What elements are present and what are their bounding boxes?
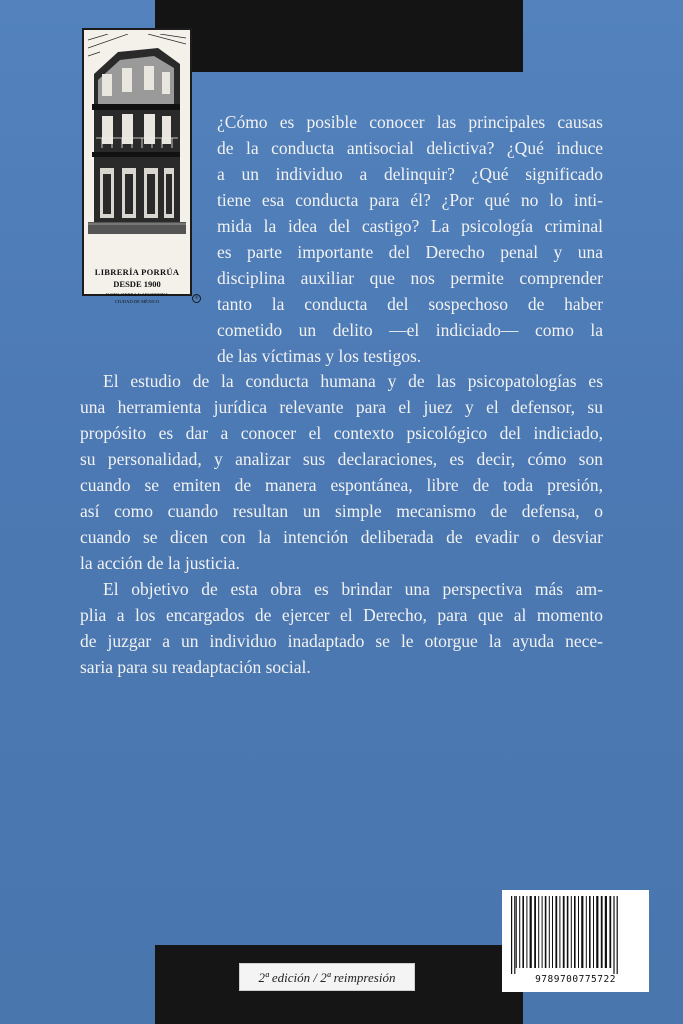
blurb-p2-line: una herramienta jurídica relevante para el juez y el defensor, su (80, 397, 603, 417)
barcode-bar (589, 896, 591, 968)
barcode-bar (534, 896, 536, 968)
logo-publisher-name: LIBRERÍA PORRÚA (94, 267, 180, 277)
blurb-p2-line: cuando se dicen con la intención deliberada de evadir o desviar (80, 527, 603, 547)
barcode-bar (563, 896, 565, 968)
barcode-bars (509, 896, 642, 974)
isbn-barcode (502, 890, 649, 992)
blurb-p1-line: es parte importante del Derecho penal y una (217, 242, 603, 262)
edition-label: 2ª edición / 2ª reimpresión (239, 963, 415, 991)
barcode-bar (516, 896, 517, 968)
barcode-bar (567, 896, 569, 968)
blurb-p1-line: de la conducta antisocial delictiva? ¿Qué induce (217, 138, 603, 158)
barcode-bar (538, 896, 539, 968)
blurb-p1-line: de las víctimas y los testigos. (217, 346, 422, 366)
barcode-bar (530, 896, 532, 968)
blurb-p1-line: ¿Cómo es posible conocer las principales causas (217, 112, 603, 132)
barcode-bar (522, 896, 524, 968)
isbn-number: 9789700775722 (535, 974, 616, 985)
barcode-bar (593, 896, 594, 968)
barcode-guard-bar (613, 896, 614, 974)
blurb-p2-line: su personalidad, y analizar sus declaraciones, es decir, cómo son (80, 449, 603, 469)
registered-trademark-icon: ® (192, 294, 201, 303)
blurb-p2-line: El estudio de la conducta humana y de las psicopatologías es (103, 371, 603, 391)
barcode-bar (549, 896, 550, 968)
barcode-bar (555, 896, 557, 968)
blurb-p2-line: la acción de la justicia. (80, 553, 240, 573)
blurb-p3-line: de juzgar a un individuo inadaptado se le otorgue la ayuda nece- (80, 631, 603, 651)
blurb-p3-line: El objetivo de esta obra es brindar una perspectiva más am- (103, 579, 603, 599)
barcode-bar (596, 896, 598, 968)
logo-founded-year: DESDE 1900 (113, 279, 161, 289)
barcode-bar (542, 896, 543, 968)
barcode-guard-bar (617, 896, 618, 974)
barcode-bar (519, 896, 520, 968)
blurb-p3-line: plia a los encargados de ejercer el Derecho, para que al momento (80, 605, 603, 625)
barcode-bar (559, 896, 560, 968)
barcode-bar (578, 896, 579, 968)
blurb-p1-line: a un individuo a delinquir? ¿Qué significado (217, 164, 603, 184)
barcode-bar (545, 896, 547, 968)
barcode-bar (552, 896, 553, 968)
blurb-p1-line: tiene esa conducta para él? ¿Por qué no lo inti- (217, 190, 603, 210)
barcode-bar (609, 896, 611, 968)
barcode-guard-bar (514, 896, 515, 974)
barcode-bar (574, 896, 576, 968)
barcode-bar (571, 896, 572, 968)
blurb-p2-line: así como cuando resultan un simple mecanismo de defensa, o (80, 501, 603, 521)
barcode-bar (601, 896, 603, 968)
blurb-p1-line: disciplina auxiliar que nos permite comprender (217, 268, 603, 288)
blurb-p1-line: cometido un delito —el indiciado— como la (217, 320, 603, 340)
barcode-bar (605, 896, 607, 968)
barcode-bar (526, 896, 527, 968)
blurb-p1-line: mida la idea del castigo? La psicología criminal (217, 216, 603, 236)
blurb-p2-line: cuando se emiten de manera espontánea, libre de toda presión, (80, 475, 603, 495)
blurb-p3-line: saria para su readaptación social. (80, 657, 311, 677)
blurb-p2-line: propósito es dar a conocer el contexto psicológico del indiciado, (80, 423, 603, 443)
logo-address-line-2: CIUDAD DE MÉXICO (114, 299, 160, 304)
barcode-bar (586, 896, 587, 968)
logo-address-line-1: JUSTO SIERRA Y ARGENTINA (105, 292, 169, 297)
blurb-p1-line: tanto la conducta del sospechoso de haber (217, 294, 603, 314)
barcode-bar (581, 896, 583, 968)
barcode-guard-bar (511, 896, 512, 974)
